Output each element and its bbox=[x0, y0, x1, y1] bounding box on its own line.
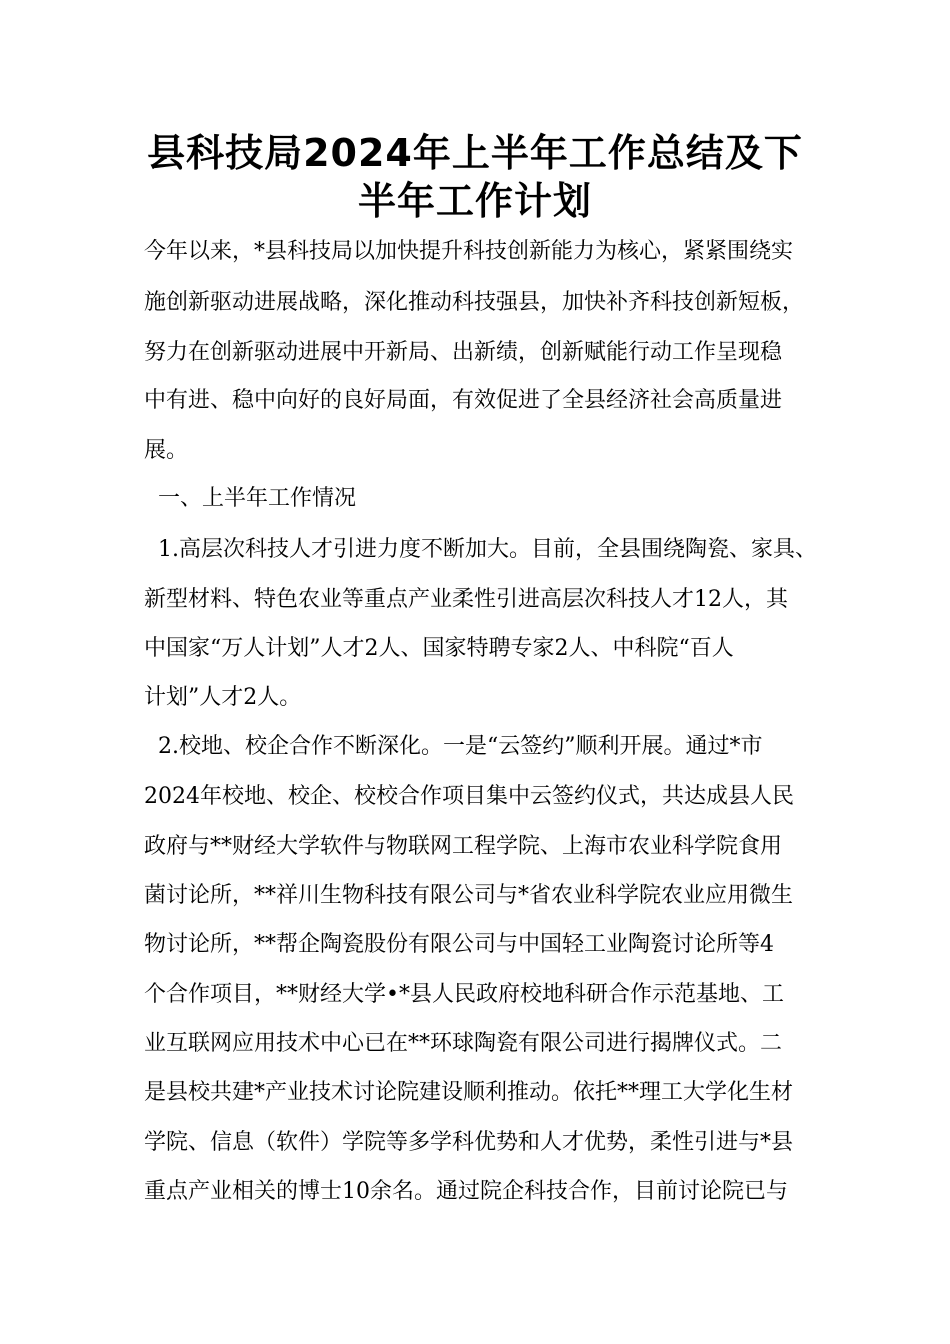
body-line: 物讨论所，**帮企陶瓷股份有限公司与中国轻工业陶瓷讨论所等4 bbox=[144, 932, 774, 957]
document-title-line-2: 半年工作计划 bbox=[357, 179, 592, 223]
body-line: 1.高层次科技人才引进力度不断加大。目前，全县围绕陶瓷、家具、 bbox=[144, 537, 817, 562]
body-line: 中国家“万人计划”人才2人、国家特聘专家2人、中科院“百人 bbox=[144, 636, 734, 661]
body-line: 业互联网应用技术中心已在**环球陶瓷有限公司进行揭牌仪式。二 bbox=[144, 1031, 783, 1056]
body-line: 新型材料、特色农业等重点产业柔性引进高层次科技人才12人，其 bbox=[144, 587, 788, 612]
body-line: 菌讨论所，**祥川生物科技有限公司与*省农业科学院农业应用微生 bbox=[144, 883, 794, 908]
body-line: 个合作项目，**财经大学•*县人民政府校地科研合作示范基地、工 bbox=[144, 982, 784, 1007]
document-title-line-1: 县科技局2024年上半年工作总结及下 bbox=[147, 131, 803, 175]
body-line: 学院、信息（软件）学院等多学科优势和人才优势，柔性引进与*县 bbox=[144, 1130, 794, 1155]
body-line: 政府与**财经大学软件与物联网工程学院、上海市农业科学院食用 bbox=[144, 834, 783, 859]
body-line: 2.校地、校企合作不断深化。一是“云签约”顺利开展。通过*市 bbox=[144, 734, 763, 759]
body-line: 努力在创新驱动进展中开新局、出新绩，创新赋能行动工作呈现稳 bbox=[144, 340, 783, 365]
body-line: 今年以来，*县科技局以加快提升科技创新能力为核心，紧紧围绕实 bbox=[144, 239, 794, 264]
body-line: 计划”人才2人。 bbox=[144, 685, 302, 710]
body-line: 重点产业相关的博士10余名。通过院企科技合作，目前讨论院已与 bbox=[144, 1179, 788, 1204]
body-line: 施创新驱动进展战略，深化推动科技强县，加快补齐科技创新短板， bbox=[144, 290, 805, 315]
section-heading: 一、上半年工作情况 bbox=[144, 486, 356, 511]
body-line: 中有进、稳中向好的良好局面，有效促进了全县经济社会高质量进 bbox=[144, 388, 783, 413]
body-line: 2024年校地、校企、校校合作项目集中云签约仪式，共达成县人民 bbox=[144, 784, 794, 809]
body-line: 是县校共建*产业技术讨论院建设顺利推动。依托**理工大学化生材 bbox=[144, 1080, 794, 1105]
body-line: 展。 bbox=[144, 438, 189, 463]
